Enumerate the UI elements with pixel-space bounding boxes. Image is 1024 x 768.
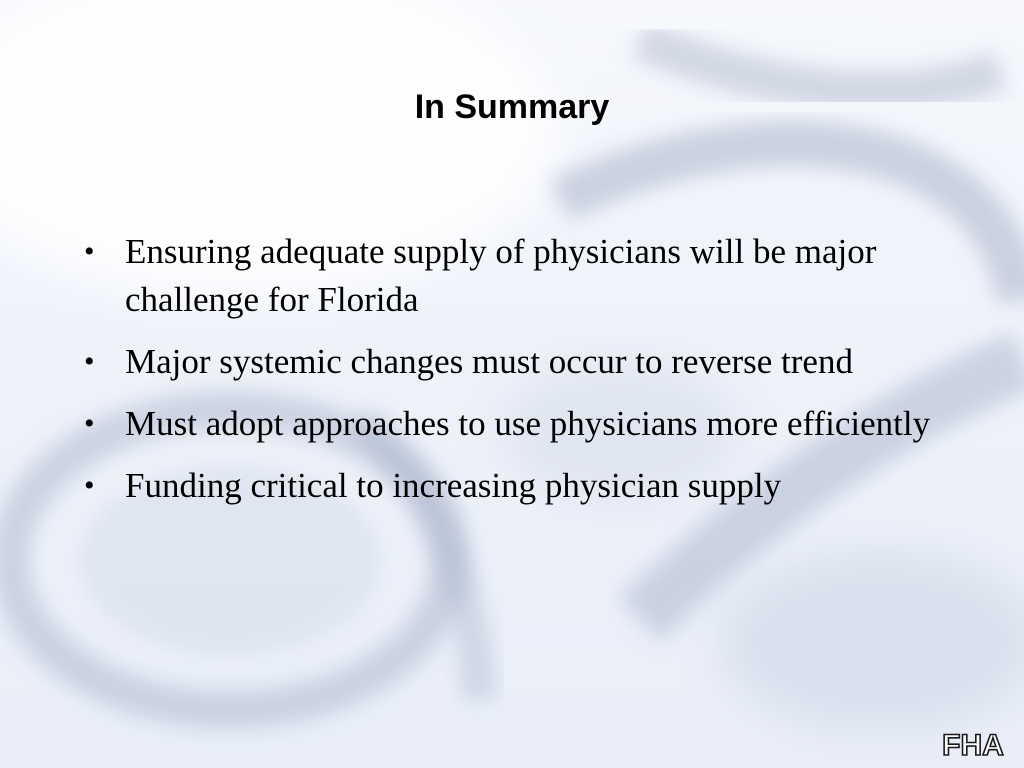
fha-logo-text: FHA bbox=[942, 729, 1004, 761]
bullet-item bbox=[84, 228, 964, 324]
bullet-icon: • bbox=[84, 469, 95, 502]
bullet-text: Funding critical to increasing physician supply bbox=[125, 466, 782, 505]
bullet-text: Must adopt approaches to use physicians more efficiently bbox=[125, 404, 931, 443]
bullet-list bbox=[84, 228, 964, 524]
bullet-item bbox=[84, 400, 964, 448]
bullet-text: Ensuring adequate supply of physicians will be major challenge for Florida bbox=[125, 232, 877, 319]
bullet-icon: • bbox=[84, 345, 95, 378]
bullet-text: Major systemic changes must occur to reverse trend bbox=[125, 342, 853, 381]
slide-title: In Summary bbox=[414, 88, 610, 126]
bullet-item bbox=[84, 462, 964, 510]
bullet-item bbox=[84, 338, 964, 386]
bullet-icon: • bbox=[84, 235, 95, 268]
fha-logo-icon bbox=[934, 727, 1012, 761]
bullet-icon: • bbox=[84, 407, 95, 440]
